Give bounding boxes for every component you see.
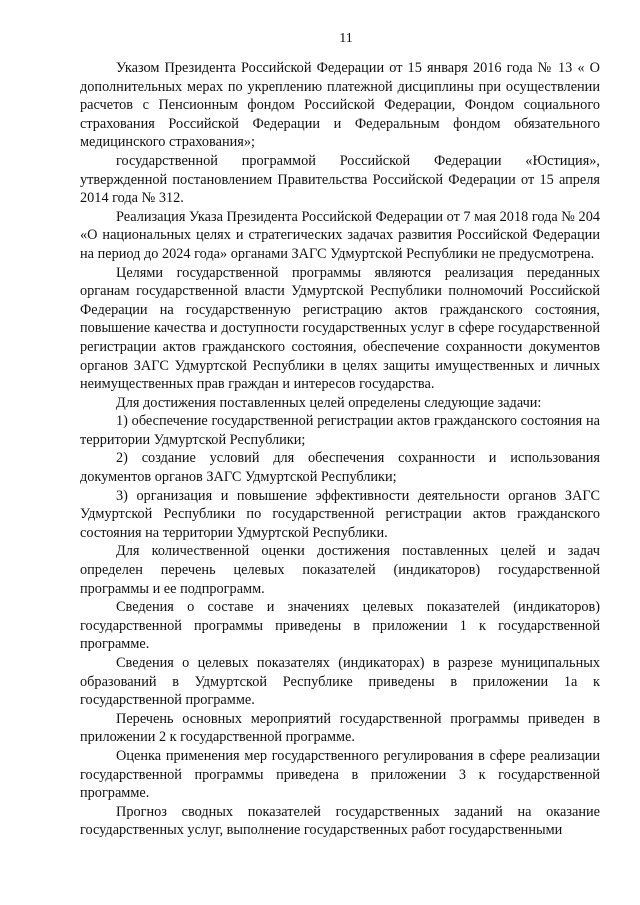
page-number: 11	[339, 31, 353, 46]
paragraph-program-justice: государственной программой Российской Федерации «Юстиция», утвержденной постановлением Правительства Российской Федерации от 15 апреля 2014 года № 312.	[80, 152, 600, 207]
paragraph-appendix-1: Сведения о составе и значениях целевых показателей (индикаторов) государственной программы приведены в приложении 1 к государственной программе.	[80, 599, 600, 653]
paragraph-task-2: 2) создание условий для обеспечения сохранности и использования документов органов ЗАГС Удмуртской Республики;	[80, 450, 600, 486]
paragraph-appendix-1a: Сведения о целевых показателях (индикаторах) в разрезе муниципальных образований в Удмуртской Республике приведены в приложении 1а к государственной программе.	[80, 655, 600, 709]
paragraph-program-goals: Целями государственной программы являются реализация переданных органам государственной власти Удмуртской Республики полномочий Российской Федерации на государственную регистрацию актов гражданского состояния, повышение качества и доступности государственных услуг в сфере государственной регистрации актов гражданского состояния, обеспечение сохранности документов органов ЗАГС Удмуртской Республики в целях защиты имущественных и личных неимущественных прав граждан и интересов государства.	[80, 264, 600, 393]
paragraph-indicators: Для количественной оценки достижения поставленных целей и задач определен перечень целевых показателей (индикаторов) государственной программы и ее подпрограмм.	[80, 543, 600, 597]
paragraph-decree-204: Реализация Указа Президента Российской Федерации от 7 мая 2018 года № 204 «О национальных целях и стратегических задачах развития Российской Федерации на период до 2024 года» органами ЗАГС Удмуртской Республики не предусмотрена.	[80, 208, 600, 262]
paragraph-decree-13: Указом Президента Российской Федерации от 15 января 2016 года № 13 « О дополнительных мерах по укреплению платежной дисциплины при осуществлении расчетов с Пенсионным фондом Российской Федерации, Фондом социального страхования Российской Федерации и Федеральным фондом обязательного медицинского страхования»;	[80, 60, 600, 151]
paragraph-appendix-2: Перечень основных мероприятий государственной программы приведен в приложении 2 к государственной программе.	[80, 710, 600, 746]
paragraph-tasks-intro: Для достижения поставленных целей определены следующие задачи:	[116, 394, 542, 411]
paragraph-forecast: Прогноз сводных показателей государственных заданий на оказание государственных услуг, выполнение государственных работ государственными	[80, 803, 600, 839]
paragraph-appendix-3: Оценка применения мер государственного регулирования в сфере реализации государственной программы приведена в приложении 3 к государственной программе.	[80, 747, 600, 802]
document-body	[80, 59, 600, 840]
paragraph-task-3: 3) организация и повышение эффективности деятельности органов ЗАГС Удмуртской Республики по государственной регистрации актов гражданского состояния на территории Удмуртской Республики.	[80, 487, 600, 541]
paragraph-task-1: 1) обеспечение государственной регистрации актов гражданского состояния на территории Удмуртской Республики;	[80, 413, 600, 448]
